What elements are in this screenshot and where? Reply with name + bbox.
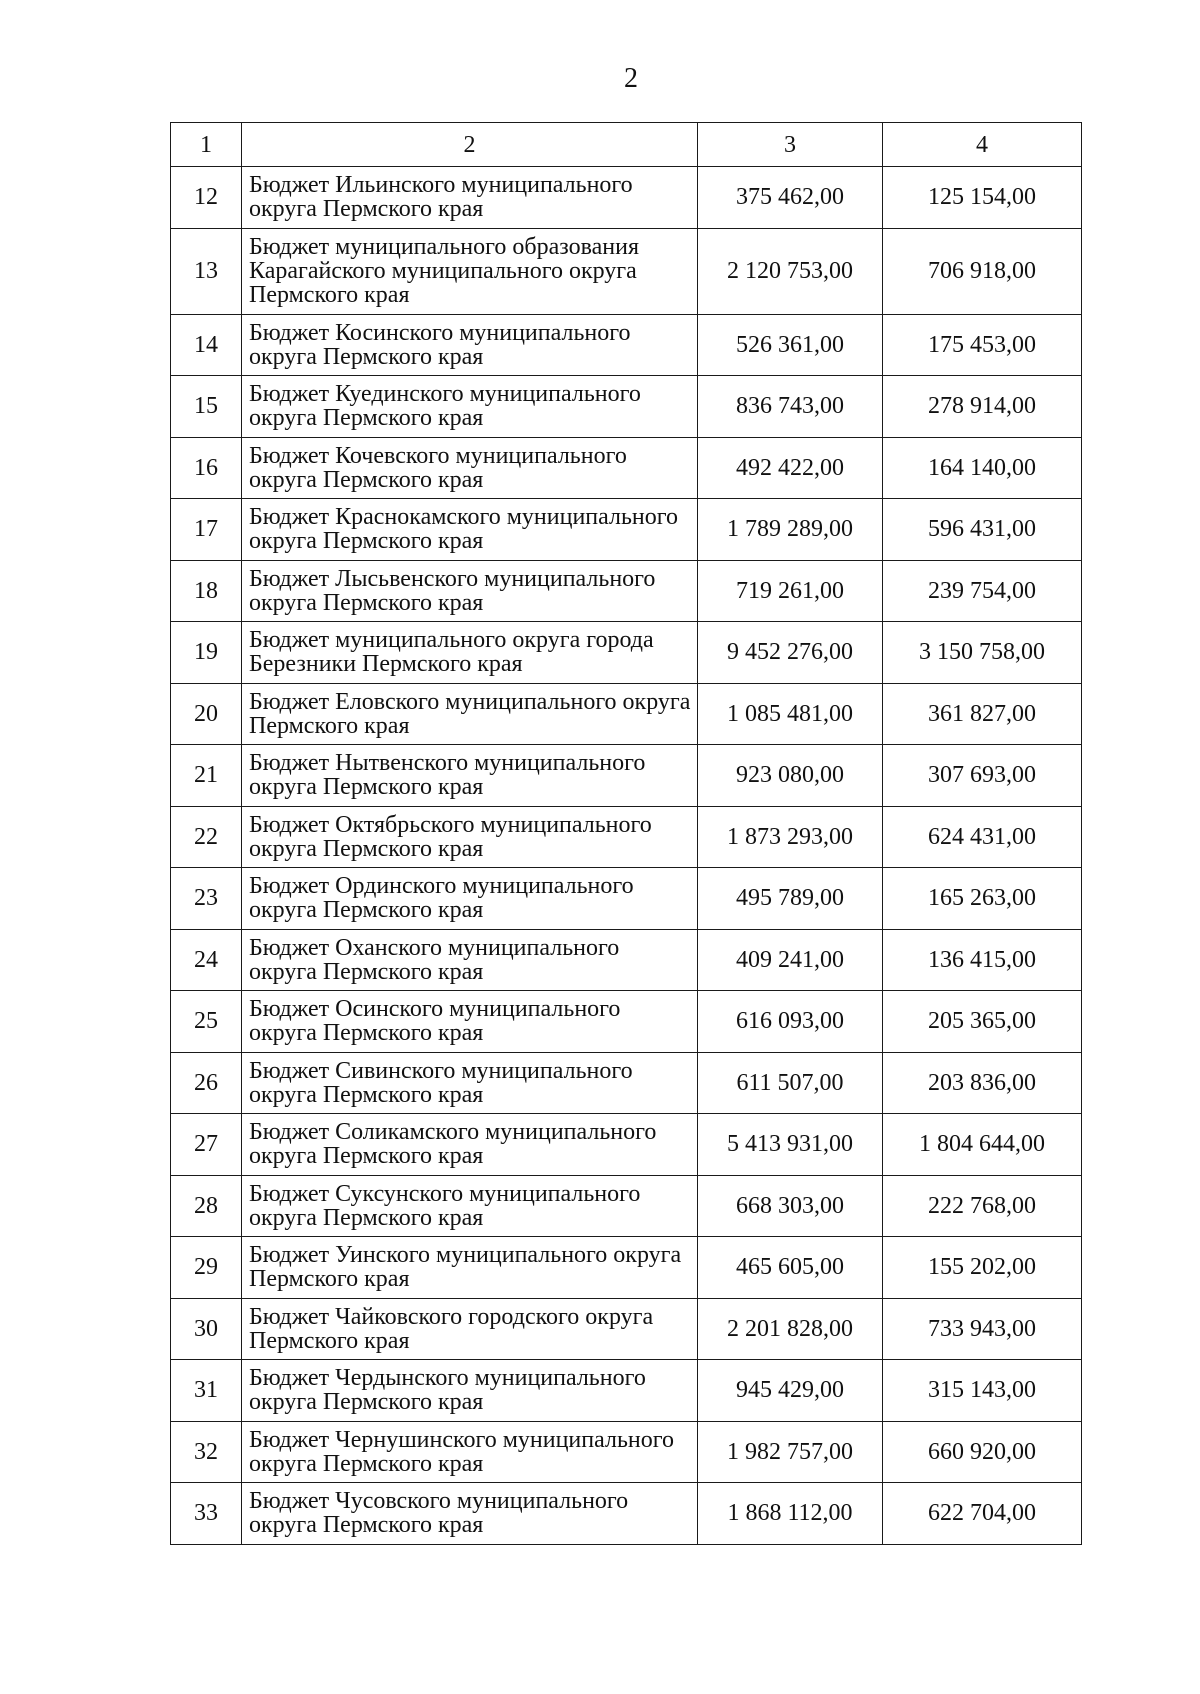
column-4-value-cell: 239 754,00 — [883, 560, 1082, 622]
table-row — [171, 376, 1082, 438]
column-header-2: 2 — [242, 123, 698, 167]
column-4-value-cell: 622 704,00 — [883, 1483, 1082, 1545]
row-number-cell: 21 — [171, 745, 242, 807]
table-row — [171, 806, 1082, 868]
column-3-value-cell: 5 413 931,00 — [698, 1114, 883, 1176]
row-number-cell: 29 — [171, 1237, 242, 1299]
column-3-value-cell: 836 743,00 — [698, 376, 883, 438]
budget-name-cell: Бюджет Соликамского муниципального округа Пермского края — [242, 1114, 698, 1176]
column-3-value-cell: 2 201 828,00 — [698, 1298, 883, 1360]
column-3-value-cell: 616 093,00 — [698, 991, 883, 1053]
column-4-value-cell: 1 804 644,00 — [883, 1114, 1082, 1176]
column-3-value-cell: 495 789,00 — [698, 868, 883, 930]
column-3-value-cell: 9 452 276,00 — [698, 622, 883, 684]
column-3-value-cell: 465 605,00 — [698, 1237, 883, 1299]
column-4-value-cell: 222 768,00 — [883, 1175, 1082, 1237]
budget-name-cell: Бюджет муниципального округа города Березники Пермского края — [242, 622, 698, 684]
budget-name-cell: Бюджет Ильинского муниципального округа Пермского края — [242, 167, 698, 229]
budget-name-cell: Бюджет Еловского муниципального округа Пермского края — [242, 683, 698, 745]
table-row — [171, 314, 1082, 376]
column-4-value-cell: 205 365,00 — [883, 991, 1082, 1053]
table-body — [171, 167, 1082, 1545]
table-row — [171, 868, 1082, 930]
budget-name-cell: Бюджет Чусовского муниципального округа Пермского края — [242, 1483, 698, 1545]
table-row — [171, 622, 1082, 684]
column-3-value-cell: 668 303,00 — [698, 1175, 883, 1237]
column-4-value-cell: 660 920,00 — [883, 1421, 1082, 1483]
column-4-value-cell: 278 914,00 — [883, 376, 1082, 438]
row-number-cell: 22 — [171, 806, 242, 868]
row-number-cell: 31 — [171, 1360, 242, 1422]
table-row — [171, 1421, 1082, 1483]
budget-name-cell: Бюджет Косинского муниципального округа Пермского края — [242, 314, 698, 376]
budget-name-cell: Бюджет Осинского муниципального округа Пермского края — [242, 991, 698, 1053]
budget-name-cell: Бюджет Кочевского муниципального округа Пермского края — [242, 437, 698, 499]
budget-name-cell: Бюджет Куединского муниципального округа Пермского края — [242, 376, 698, 438]
column-3-value-cell: 526 361,00 — [698, 314, 883, 376]
table-row — [171, 1175, 1082, 1237]
budget-name-cell: Бюджет Сивинского муниципального округа Пермского края — [242, 1052, 698, 1114]
budget-table — [170, 122, 1082, 1545]
column-4-value-cell: 706 918,00 — [883, 228, 1082, 314]
column-4-value-cell: 3 150 758,00 — [883, 622, 1082, 684]
column-header-1: 1 — [171, 123, 242, 167]
table-row — [171, 228, 1082, 314]
column-3-value-cell: 923 080,00 — [698, 745, 883, 807]
column-3-value-cell: 719 261,00 — [698, 560, 883, 622]
budget-name-cell: Бюджет Чернушинского муниципального округа Пермского края — [242, 1421, 698, 1483]
budget-name-cell: Бюджет Ординского муниципального округа Пермского края — [242, 868, 698, 930]
column-4-value-cell: 307 693,00 — [883, 745, 1082, 807]
row-number-cell: 17 — [171, 499, 242, 561]
row-number-cell: 28 — [171, 1175, 242, 1237]
row-number-cell: 15 — [171, 376, 242, 438]
column-4-value-cell: 596 431,00 — [883, 499, 1082, 561]
column-3-value-cell: 611 507,00 — [698, 1052, 883, 1114]
table-row — [171, 437, 1082, 499]
table-row — [171, 1360, 1082, 1422]
budget-name-cell: Бюджет Суксунского муниципального округа Пермского края — [242, 1175, 698, 1237]
row-number-cell: 14 — [171, 314, 242, 376]
table-row — [171, 745, 1082, 807]
column-3-value-cell: 1 873 293,00 — [698, 806, 883, 868]
row-number-cell: 13 — [171, 228, 242, 314]
budget-name-cell: Бюджет Чердынского муниципального округа Пермского края — [242, 1360, 698, 1422]
row-number-cell: 18 — [171, 560, 242, 622]
column-4-value-cell: 165 263,00 — [883, 868, 1082, 930]
budget-name-cell: Бюджет Октябрьского муниципального округа Пермского края — [242, 806, 698, 868]
row-number-cell: 20 — [171, 683, 242, 745]
table-row — [171, 1298, 1082, 1360]
column-3-value-cell: 945 429,00 — [698, 1360, 883, 1422]
column-3-value-cell: 2 120 753,00 — [698, 228, 883, 314]
row-number-cell: 26 — [171, 1052, 242, 1114]
table-row — [171, 991, 1082, 1053]
table-row — [171, 560, 1082, 622]
page-number: 2 — [624, 63, 638, 94]
budget-name-cell: Бюджет Краснокамского муниципального округа Пермского края — [242, 499, 698, 561]
column-3-value-cell: 1 868 112,00 — [698, 1483, 883, 1545]
budget-name-cell: Бюджет Уинского муниципального округа Пермского края — [242, 1237, 698, 1299]
budget-name-cell: Бюджет Лысьвенского муниципального округа Пермского края — [242, 560, 698, 622]
table-row — [171, 499, 1082, 561]
column-4-value-cell: 361 827,00 — [883, 683, 1082, 745]
table-row — [171, 929, 1082, 991]
budget-name-cell: Бюджет Оханского муниципального округа Пермского края — [242, 929, 698, 991]
column-3-value-cell: 1 982 757,00 — [698, 1421, 883, 1483]
column-header-3: 3 — [698, 123, 883, 167]
column-4-value-cell: 164 140,00 — [883, 437, 1082, 499]
row-number-cell: 12 — [171, 167, 242, 229]
row-number-cell: 32 — [171, 1421, 242, 1483]
table-row — [171, 1237, 1082, 1299]
column-3-value-cell: 409 241,00 — [698, 929, 883, 991]
budget-name-cell: Бюджет Нытвенского муниципального округа Пермского края — [242, 745, 698, 807]
table-row — [171, 1483, 1082, 1545]
column-4-value-cell: 733 943,00 — [883, 1298, 1082, 1360]
column-3-value-cell: 375 462,00 — [698, 167, 883, 229]
column-4-value-cell: 203 836,00 — [883, 1052, 1082, 1114]
budget-name-cell: Бюджет муниципального образования Карагайского муниципального округа Пермского края — [242, 228, 698, 314]
row-number-cell: 25 — [171, 991, 242, 1053]
table-row — [171, 167, 1082, 229]
row-number-cell: 33 — [171, 1483, 242, 1545]
column-4-value-cell: 125 154,00 — [883, 167, 1082, 229]
table-row — [171, 683, 1082, 745]
column-header-4: 4 — [883, 123, 1082, 167]
column-4-value-cell: 315 143,00 — [883, 1360, 1082, 1422]
column-4-value-cell: 155 202,00 — [883, 1237, 1082, 1299]
row-number-cell: 24 — [171, 929, 242, 991]
row-number-cell: 27 — [171, 1114, 242, 1176]
row-number-cell: 30 — [171, 1298, 242, 1360]
column-3-value-cell: 492 422,00 — [698, 437, 883, 499]
budget-name-cell: Бюджет Чайковского городского округа Пермского края — [242, 1298, 698, 1360]
column-4-value-cell: 624 431,00 — [883, 806, 1082, 868]
table-row — [171, 1052, 1082, 1114]
table-row — [171, 1114, 1082, 1176]
column-4-value-cell: 175 453,00 — [883, 314, 1082, 376]
row-number-cell: 16 — [171, 437, 242, 499]
table-header-row — [171, 123, 1082, 167]
column-3-value-cell: 1 789 289,00 — [698, 499, 883, 561]
row-number-cell: 19 — [171, 622, 242, 684]
column-3-value-cell: 1 085 481,00 — [698, 683, 883, 745]
column-4-value-cell: 136 415,00 — [883, 929, 1082, 991]
row-number-cell: 23 — [171, 868, 242, 930]
